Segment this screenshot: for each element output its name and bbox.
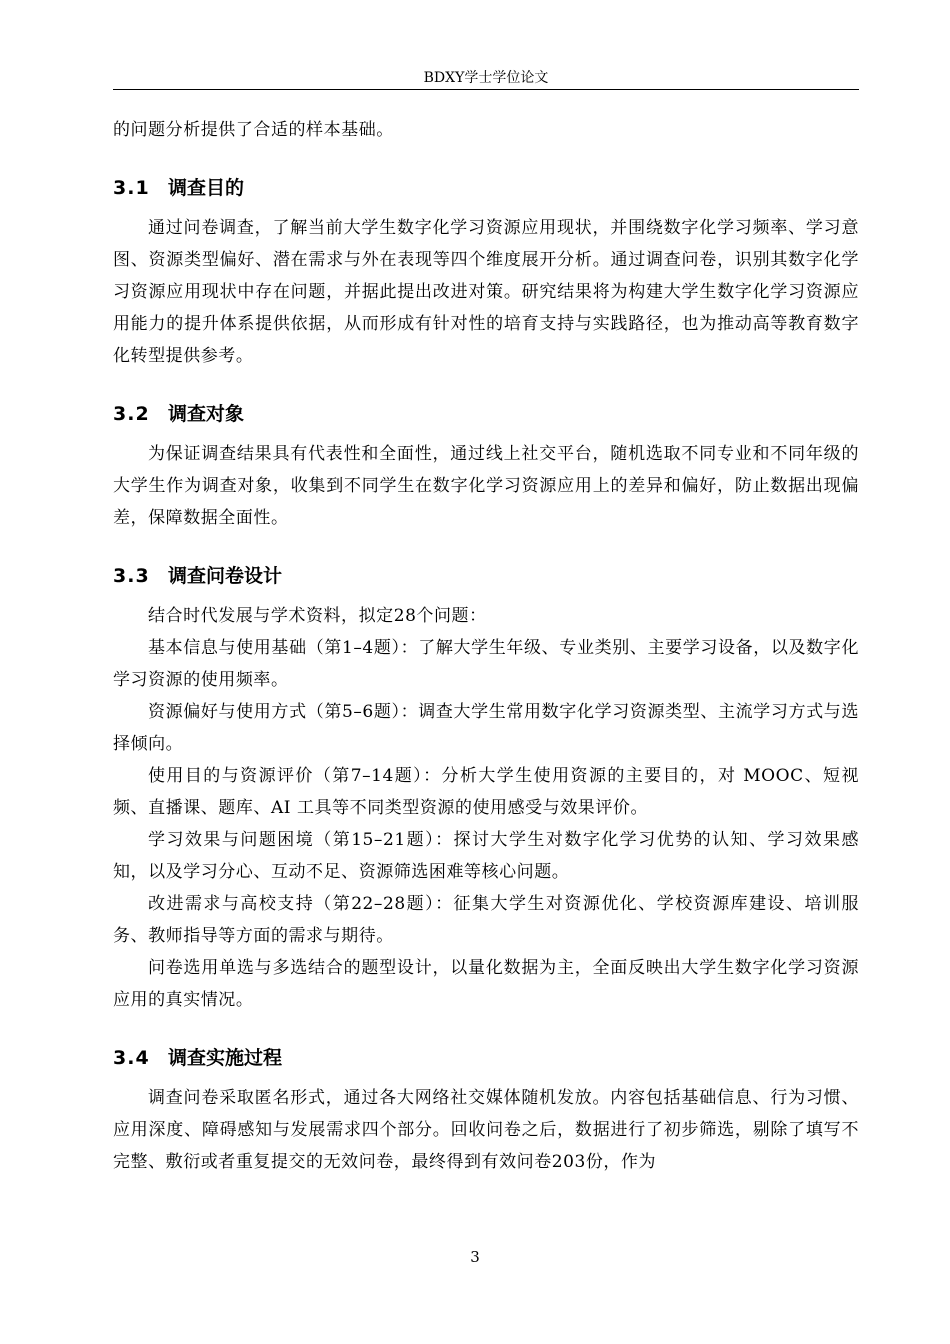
body-paragraph: 学习效果与问题困境（第15–21题）：探讨大学生对数字化学习优势的认知、学习效果感知，以及学习分心、互动不足、资源筛选困难等核心问题。 xyxy=(113,830,859,882)
body-paragraph: 为保证调查结果具有代表性和全面性，通过线上社交平台，随机选取不同专业和不同年级的大学生作为调查对象，收集到不同学生在数字化学习资源应用上的差异和偏好，防止数据出现偏差，保障数据全面性。 xyxy=(113,444,859,528)
section-title: 调查目的 xyxy=(168,177,245,199)
section-heading xyxy=(113,398,859,430)
section-title: 调查对象 xyxy=(168,403,245,425)
section-number: 3.4 xyxy=(113,1047,150,1069)
intro-paragraph: 的问题分析提供了合适的样本基础。 xyxy=(113,120,394,140)
section-3-1 xyxy=(113,172,859,372)
running-header: BDXY学士学位论文 xyxy=(423,70,549,86)
body-paragraph: 资源偏好与使用方式（第5–6题）：调查大学生常用数字化学习资源类型、主流学习方式与选择倾向。 xyxy=(113,702,859,754)
body-paragraph: 问卷选用单选与多选结合的题型设计，以量化数据为主，全面反映出大学生数字化学习资源应用的真实情况。 xyxy=(113,958,859,1010)
section-number: 3.3 xyxy=(113,565,150,587)
section-3-2 xyxy=(113,398,859,534)
section-title: 调查实施过程 xyxy=(168,1047,283,1069)
body-paragraph: 使用目的与资源评价（第7–14题）：分析大学生使用资源的主要目的，对 MOOC、短视频、直播课、题库、AI 工具等不同类型资源的使用感受与效果评价。 xyxy=(113,766,859,818)
section-3-3 xyxy=(113,560,859,1016)
header-rule xyxy=(113,89,859,90)
body-paragraph: 改进需求与高校支持（第22–28题）：征集大学生对资源优化、学校资源库建设、培训服务、教师指导等方面的需求与期待。 xyxy=(113,894,859,946)
section-heading xyxy=(113,560,859,592)
section-3-4 xyxy=(113,1042,859,1178)
section-number: 3.1 xyxy=(113,177,150,199)
section-title: 调查问卷设计 xyxy=(168,565,283,587)
body-paragraph: 结合时代发展与学术资料，拟定28个问题： xyxy=(148,606,487,626)
body-paragraph: 通过问卷调查，了解当前大学生数字化学习资源应用现状，并围绕数字化学习频率、学习意图、资源类型偏好、潜在需求与外在表现等四个维度展开分析。通过调查问卷，识别其数字化学习资源应用现状中存在问题，并据此提出改进对策。研究结果将为构建大学生数字化学习资源应用能力的提升体系提供依据，从而形成有针对性的培育支持与实践路径，也为推动高等教育数字化转型提供参考。 xyxy=(113,218,859,366)
page-content xyxy=(113,114,859,1178)
body-paragraph: 调查问卷采取匿名形式，通过各大网络社交媒体随机发放。内容包括基础信息、行为习惯、应用深度、障碍感知与发展需求四个部分。回收问卷之后，数据进行了初步筛选，剔除了填写不完整、敷衍或者重复提交的无效问卷，最终得到有效问卷203份，作为 xyxy=(113,1088,859,1172)
section-number: 3.2 xyxy=(113,403,150,425)
page-number: 3 xyxy=(470,1248,480,1266)
body-paragraph: 基本信息与使用基础（第1–4题）：了解大学生年级、专业类别、主要学习设备，以及数字化学习资源的使用频率。 xyxy=(113,638,859,690)
section-heading xyxy=(113,1042,859,1074)
section-heading xyxy=(113,172,859,204)
